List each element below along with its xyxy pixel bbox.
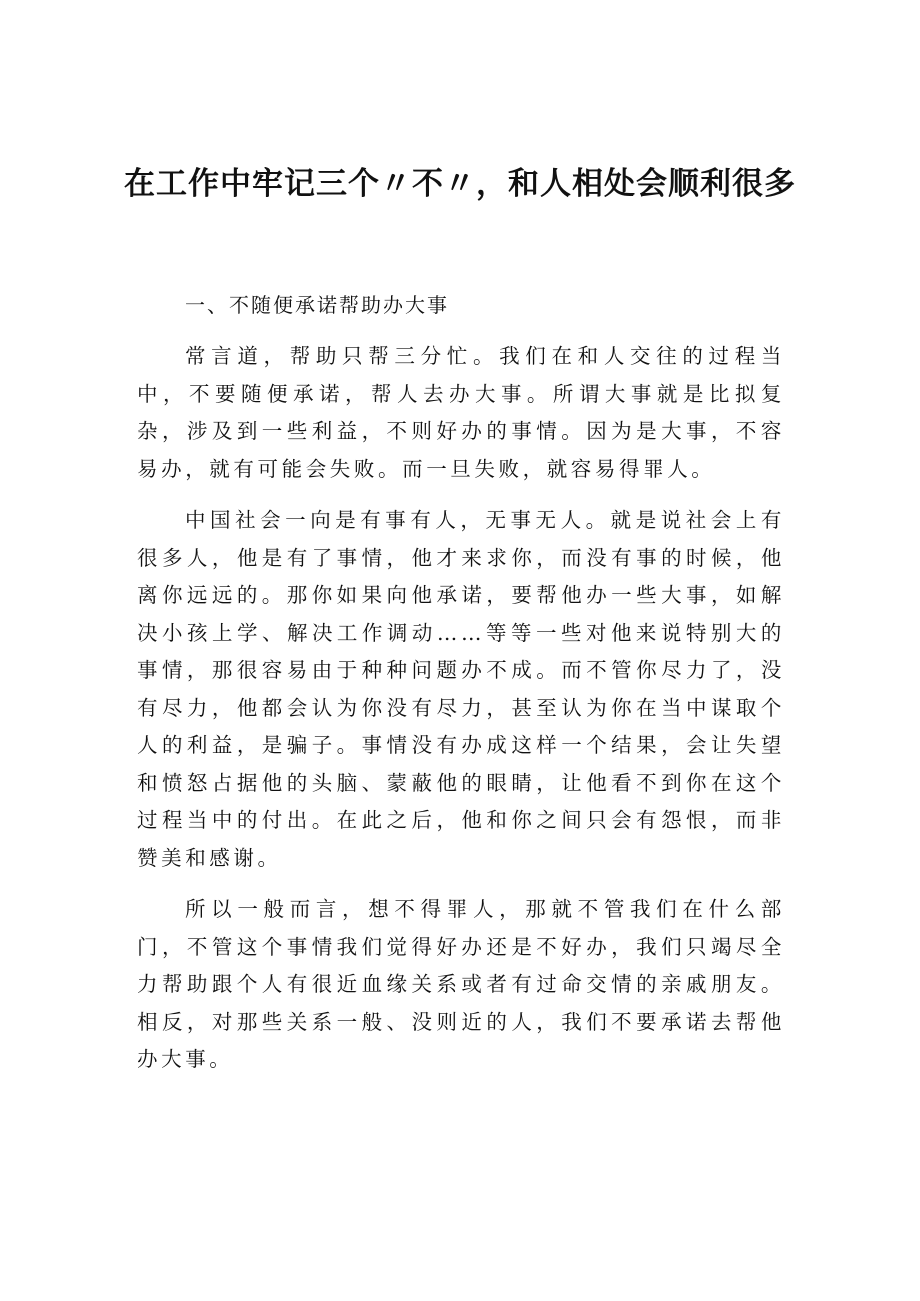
paragraph-3: 所以一般而言，想不得罪人，那就不管我们在什么部门，不管这个事情我们觉得好办还是不好办，我们只竭尽全力帮助跟个人有很近血缘关系或者有过命交情的亲戚朋友。相反，对那些关系一般、没则近的人，我们不要承诺去帮他办大事。 (137, 897, 785, 1071)
paragraph-1: 常言道，帮助只帮三分忙。我们在和人交往的过程当中，不要随便承诺，帮人去办大事。所谓大事就是比拟复杂，涉及到一些利益，不则好办的事情。因为是大事，不容易办，就有可能会失败。而一旦失败，就容易得罪人。 (137, 344, 785, 481)
document-title: 在工作中牢记三个〃不〃，和人相处会顺利很多 (124, 166, 796, 202)
section-heading: 一、不随便承诺帮助办大事 (185, 293, 449, 317)
paragraph-2: 中国社会一向是有事有人，无事无人。就是说社会上有很多人，他是有了事情，他才来求你，而没有事的时候，他离你远远的。那你如果向他承诺，要帮他办一些大事，如解决小孩上学、解决工作调动……等等一些对他来说特别大的事情，那很容易由于种种问题办不成。而不管你尽力了，没有尽力，他都会认为你没有尽力，甚至认为你在当中谋取个人的利益，是骗子。事情没有办成这样一个结果，会让失望和愤怒占据他的头脑、蒙蔽他的眼睛，让他看不到你在这个过程当中的付出。在此之后，他和你之间只会有怨恨，而非赞美和感谢。 (137, 508, 785, 870)
document-body (137, 287, 785, 1093)
